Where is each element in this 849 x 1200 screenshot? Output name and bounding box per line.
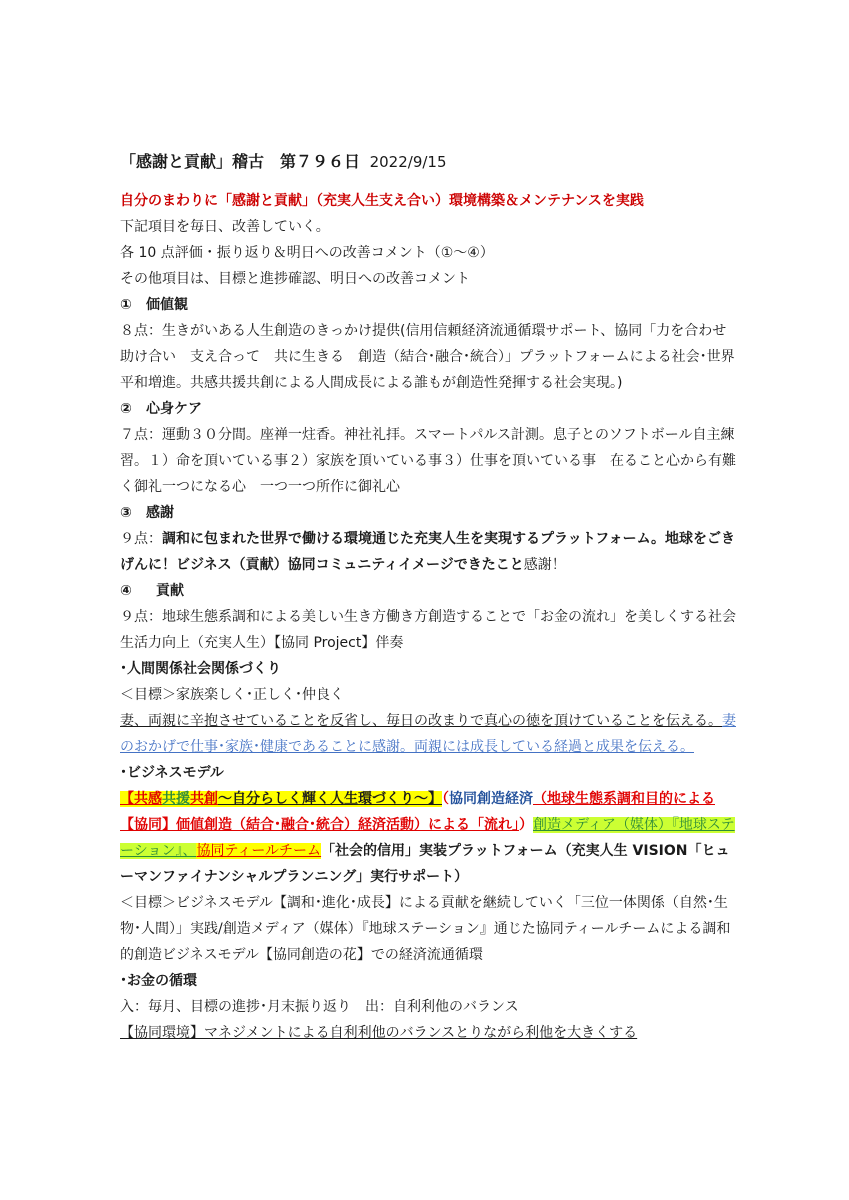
business-kyodo: 協同創造経済 bbox=[449, 791, 533, 807]
section-4-heading bbox=[120, 578, 740, 604]
money-line-1: 入：毎月、目標の進捗･月末振り返り 出：自利利他のバランス bbox=[120, 999, 519, 1015]
section-2-label: 心身ケア bbox=[146, 401, 202, 417]
intro-line-3: その他項目は、目標と進捗確認、明日への改善コメント bbox=[120, 271, 470, 287]
section-2-body: ７点：運動３０分間。座禅一炷香。神社礼拝。スマートパルス計測。息子とのソフトボール自主練習。１）命を頂いている事２）家族を頂いている事３）仕事を頂いている事 在ること心から有難く御礼一つになる心 一つ一つ所作に御礼心 bbox=[120, 427, 736, 495]
section-3-suffix: 感謝！ bbox=[523, 557, 566, 573]
section-3-bold-text: 調和に包まれた世界で働ける環境通じた充実人生を実現するプラットフォーム。地球をごきげんに！ビジネス（貢献）協同コミュニティイメージできたこと bbox=[120, 531, 736, 573]
business-heading: ･ビジネスモデル bbox=[120, 765, 224, 781]
section-4-number: ④ bbox=[120, 583, 132, 599]
section-4-body: ９点：地球生態系調和による美しい生き方働き方創造することで「お金の流れ」を美しくする社会生活力向上（充実人生）【協同 Project】伴奏 bbox=[120, 609, 736, 651]
subtitle: 自分のまわりに「感謝と貢献」（充実人生支え合い）環境構築＆メンテナンスを実践 bbox=[120, 193, 644, 209]
business-open-bracket: 【 bbox=[120, 791, 134, 807]
section-3-body bbox=[120, 526, 740, 578]
section-3-label: 感謝 bbox=[146, 505, 174, 521]
business-kyoen: 共援 bbox=[162, 791, 190, 807]
relations-text-underlined: 妻、両親に辛抱させていることを反省し、毎日の改まりで真心の徳を頂けていることを伝える。 bbox=[120, 713, 722, 729]
business-teal-team: 協同ティールチーム bbox=[196, 843, 322, 859]
section-1-body: ８点：生きがいある人生創造のきっかけ提供(信用信頼経済流通循環サポート、協同「力を合わせ 助け合い 支え合って 共に生きる 創造（結合･融合･統合）」プラットフォームによる社会･世界平和増進。共感共援共創による人間成長による誰もが創造性発揮する社会実現。) bbox=[120, 323, 741, 391]
intro-line-2: 各 10 点評価・振り返り＆明日への改善コメント（①～④） bbox=[120, 245, 494, 261]
business-platform: 「社会的信用」実装プラットフォーム（充実人生 VISION「ヒューマンファイナンシャルプランニング」実行サポート） bbox=[120, 843, 730, 885]
business-media: 創造メディア（媒体）『地球ステーション』、 bbox=[120, 817, 735, 859]
business-model-line bbox=[120, 786, 740, 890]
business-goal: ＜目標＞ビジネスモデル【調和･進化･成長】による貢献を継続していく「三位一体関係（自然･生物･人間）」実践/創造メディア（媒体）『地球ステーション』通じた協同ティールチームによる調和的創造ビジネスモデル【協同創造の花】での経済流通循環 bbox=[120, 895, 731, 963]
business-kyokan: 共感 bbox=[134, 791, 162, 807]
section-3-number: ③ bbox=[120, 505, 132, 521]
page-title bbox=[120, 150, 740, 174]
section-1-number: ① bbox=[120, 297, 132, 313]
business-kyoso: 共創 bbox=[190, 791, 218, 807]
section-3-heading bbox=[120, 500, 740, 526]
title-main: 「感謝と貢献」稽古 第７９６日 bbox=[120, 152, 361, 171]
section-3-score: ９点： bbox=[120, 531, 162, 547]
section-4-label: 貢献 bbox=[156, 583, 184, 599]
intro-line-1: 下記項目を毎日、改善していく。 bbox=[120, 219, 330, 235]
document-page bbox=[120, 150, 740, 1046]
money-heading: ･お金の循環 bbox=[120, 973, 197, 989]
relations-line bbox=[120, 708, 740, 760]
relations-goal: ＜目標＞家族楽しく･正しく･仲良く bbox=[120, 687, 344, 703]
business-paren-open: （ bbox=[442, 791, 449, 807]
title-date: 2022/9/15 bbox=[369, 153, 447, 171]
relations-heading: ･人間関係社会関係づくり bbox=[120, 661, 281, 677]
business-value-creation: （地球生態系調和目的による【協同】価値創造（結合･融合･統合）経済活動）による「流れ」 bbox=[120, 791, 715, 833]
section-2-number: ② bbox=[120, 401, 132, 417]
business-paren-close: ） bbox=[519, 817, 533, 833]
section-1-label: 価値観 bbox=[146, 297, 188, 313]
section-2-heading bbox=[120, 396, 740, 422]
business-tagline: ～自分らしく輝く人生環づくり～】 bbox=[218, 791, 442, 807]
section-1-heading bbox=[120, 292, 740, 318]
relations-link-text[interactable]: 妻のおかげで仕事･家族･健康であることに感謝。両親には成長している経過と成果を伝える。 bbox=[120, 713, 736, 755]
money-line-2: 【協同環境】マネジメントによる自利利他のバランスとりながら利他を大きくする bbox=[120, 1025, 638, 1041]
